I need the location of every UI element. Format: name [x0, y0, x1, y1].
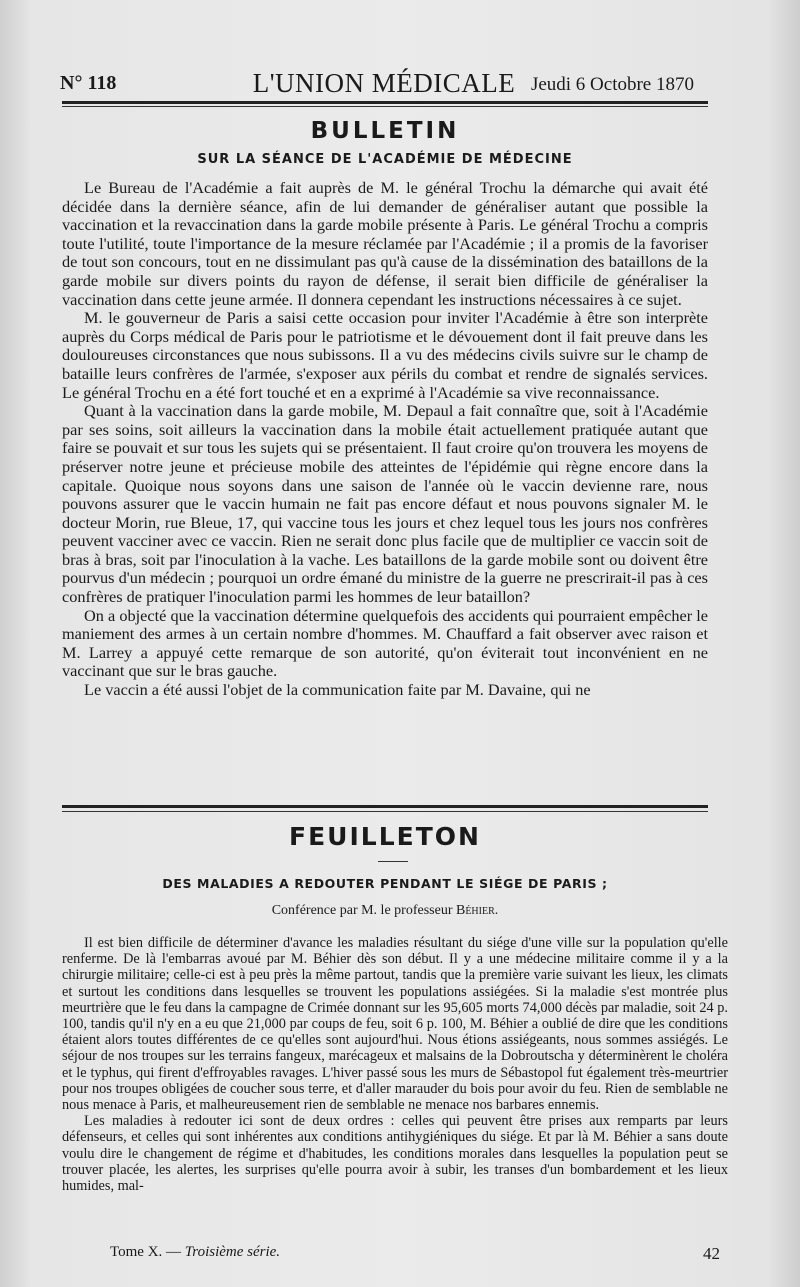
issue-number: N° 118 — [60, 72, 117, 94]
feuilleton-paragraph: Les maladies à redouter ici sont de deux ordres : celles qui peuvent être prises aux remparts par leurs défenseurs, et celles qui sont inhérentes aux conditions antihygiéniques du siége. Et par là M. Béhier a sans doute voulu dire le changement de régime et d'habitudes, les conditions morales dans lesquelles la population peut se trouver placée, les alertes, les surprises qu'elle pourra avoir à subir, les transes d'un bombardement et les lieux humides, mal- — [62, 1113, 728, 1195]
masthead — [60, 64, 708, 104]
volume-label: Tome X. — — [110, 1244, 185, 1260]
issue-date: Jeudi 6 Octobre 1870 — [530, 74, 694, 95]
bulletin-subtitle: SUR LA SÉANCE DE L'ACADÉMIE DE MÉDECINE — [197, 152, 573, 167]
series-label: Troisième série. — [184, 1244, 281, 1260]
bulletin-paragraph: Le Bureau de l'Académie a fait auprès de M. le général Trochu la démarche qui avait été décidée dans la dernière séance, afin de lui demander de généraliser autant que possible la vaccination et la revaccination dans la garde mobile présente à Paris. Le général Trochu a compris toute l'utilité, toute l'importance de la mesure réclamée par l'Académie ; il a promis de la favoriser de tout son concours, tout en ne dissimulant pas qu'à cause de la dissémination des bataillons de la garde mobile sur divers points du rayon de défense, il serait bien difficile de généraliser la vaccination dans cette jeune armée. Il donnera cependant les instructions nécessaires à ce sujet. — [62, 178, 708, 309]
masthead-rule-thin — [62, 106, 708, 107]
conference-byline — [62, 903, 708, 919]
bulletin-paragraph: Le vaccin a été aussi l'objet de la communication faite par M. Davaine, qui ne — [84, 680, 591, 700]
bulletin-paragraph: Quant à la vaccination dans la garde mobile, M. Depaul a fait connaître que, soit à l'Académie par ses soins, soit ailleurs la vaccination dans la mobile était actuellement pratiquée autant que faire se pouvait et sur tous les sujets qui se présentaient. Il faut croire qu'on trouvera les moyens de préserver notre jeune et précieuse mobile des atteintes de l'épidémie qui règne encore dans la capitale. Quoique nous soyons dans une saison de l'année où le vaccin devienne rare, nous pouvons assurer que le vaccin humain ne fait pas encore défaut et nous pouvons signaler M. le docteur Morin, rue Bleue, 17, qui vaccine tous les jours et chez lequel tous les jours nos confrères peuvent vacciner avec ce vaccin. Rien ne serait donc plus facile que de multiplier ce vaccin soit de bras à bras, soit par l'inoculation à la vache. Les bataillons de la garde mobile sont ou doivent être pourvus d'un médecin ; pourquoi un ordre émané du ministre de la guerre ne prescrirait-il pas à ces confrères de pratiquer l'inoculation parmi les hommes de leur bataillon? — [62, 401, 708, 607]
bulletin-paragraph: M. le gouverneur de Paris a saisi cette occasion pour inviter l'Académie à être son interprète auprès du Corps médical de Paris pour le patriotisme et le dévouement dont il fait preuve dans les douloureuses circonstances que nous subissons. Il a vu des médecins civils suivre sur le champ de bataille leurs confrères de l'armée, s'exposer aux périls du combat et rendre de signalés services. Le général Trochu en a été fort touché et en a exprimé à l'Académie sa vive reconnaissance. — [62, 308, 708, 402]
bulletin-body — [62, 179, 708, 700]
conference-prefix: Conférence par M. le professeur — [271, 903, 456, 918]
journal-title: L'UNION MÉDICALE — [252, 68, 516, 98]
masthead-rule — [62, 101, 708, 104]
volume-info — [110, 1244, 280, 1261]
feuilleton-paragraph: Il est bien difficile de déterminer d'avance les maladies résultant du siége d'une ville sur la population qu'elle renferme. De là l'embarras avoué par M. Béhier dès son début. Il y a une médecine militaire comme il y a la chirurgie militaire; celle-ci est à peu près la même partout, tandis que la première varie suivant les lieux, les climats et surtout les conditions dans lesquelles se trouvent les populations assiégées. Si la maladie s'est montrée plus meurtrière que le feu dans la campagne de Crimée donnant sur les 95,605 morts 74,000 décès par maladie, soit 24 p. 100, tandis qu'il n'y en a eu que 21,000 par coups de feu, soit 6 p. 100, M. Béhier a oublié de dire que les conditions étaient alors toutes différentes de ce qu'elles sont aujourd'hui. Nous étions assiégeants, nous sommes assiégés. Le séjour de nos troupes sur les terrains fangeux, marécageux et malsains de la Dobroutscha y déterminèrent le choléra et le typhus, qui firent d'effroyables ravages. L'hiver passé sous les murs de Sébastopol fut également très-meurtrier pour nos troupes obligées de coucher sous terre, et d'aller marauder du bois pour avoir du feu. Rien de semblable ne nous menace à Paris, et malheureusement rien de semblable ne menace nos barbares ennemis. — [62, 935, 728, 1114]
section-divider-thin — [62, 811, 708, 812]
conference-author: Béhier. — [455, 903, 499, 918]
section-divider — [62, 805, 708, 808]
page-footer — [110, 1244, 720, 1268]
feuilleton-title: FEUILLETON — [289, 822, 481, 851]
bulletin-title: BULLETIN — [310, 118, 460, 144]
feuilleton-subtitle: DES MALADIES A REDOUTER PENDANT LE SIÉGE DE PARIS ; — [162, 876, 608, 891]
feuilleton-ornament-rule — [378, 861, 408, 862]
page-number: 42 — [703, 1244, 720, 1263]
bulletin-paragraph: On a objecté que la vaccination détermine quelquefois des accidents qui pourraient empêcher le maniement des armes à un certain nombre d'hommes. M. Chauffard a fait observer avec raison et M. Larrey a appuyé cette remarque de son autorité, qu'on éviterait tout inconvénient en ne vaccinant que sur le bras gauche. — [62, 605, 708, 681]
feuilleton-body — [62, 935, 728, 1194]
